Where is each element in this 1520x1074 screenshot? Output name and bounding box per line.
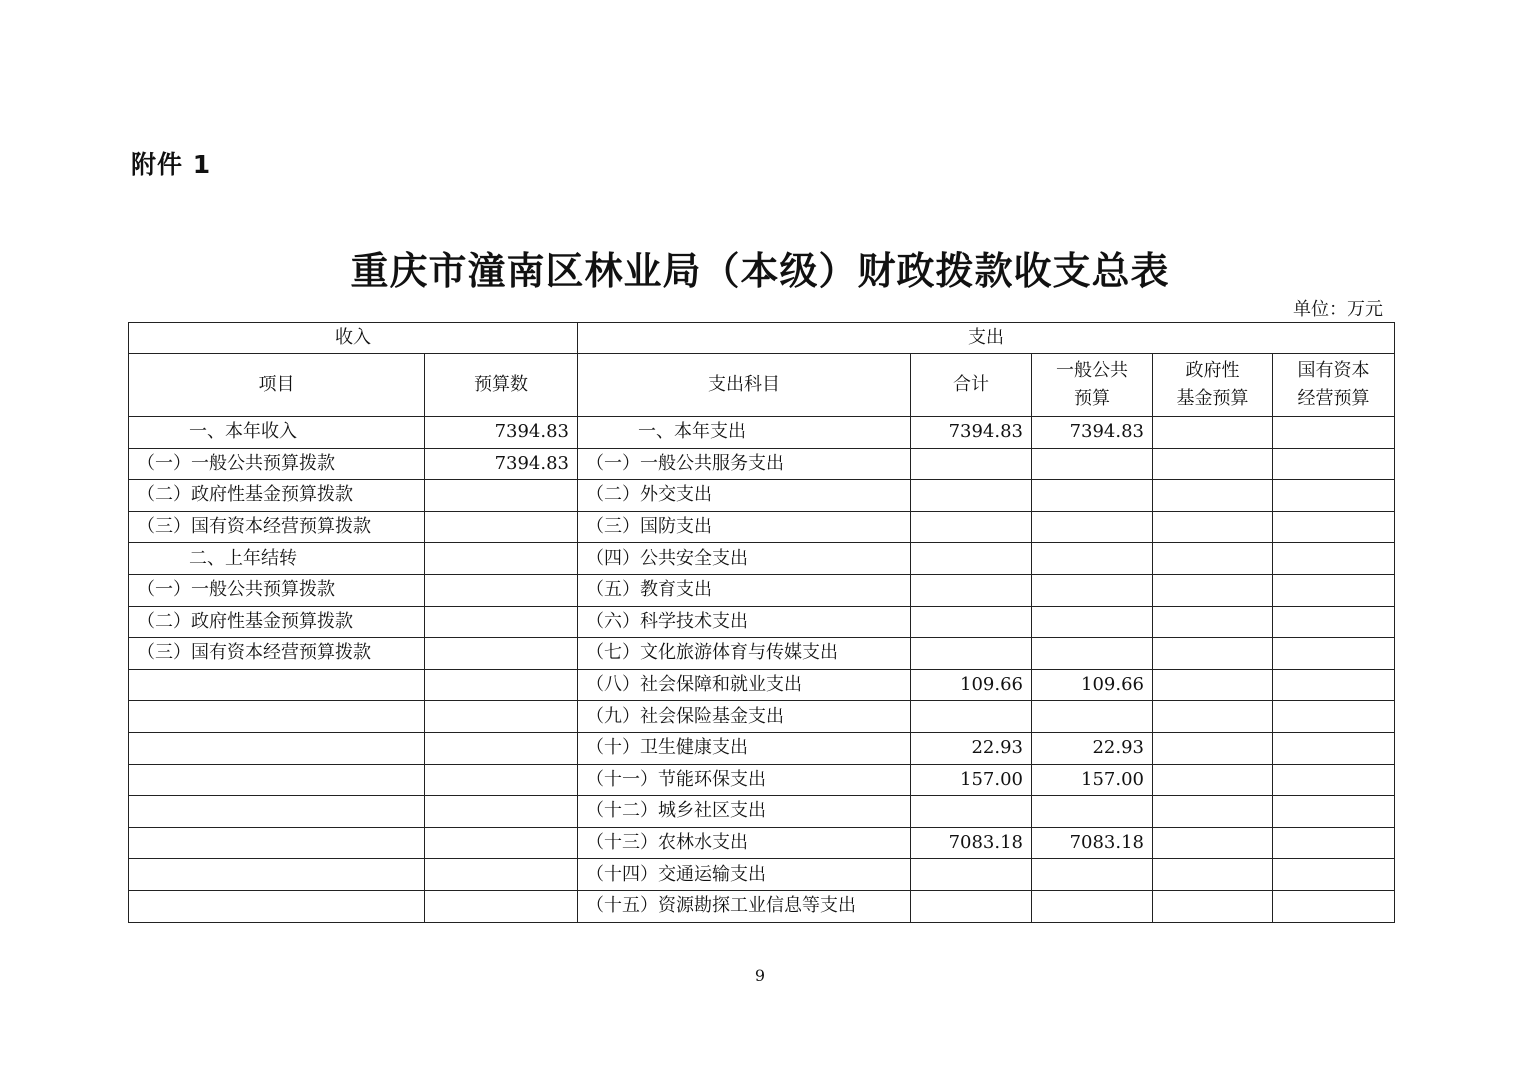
income-item-cell	[129, 796, 425, 828]
general-public-cell	[1032, 511, 1153, 543]
income-item-cell	[129, 764, 425, 796]
general-public-cell	[1032, 574, 1153, 606]
general-public-cell	[1032, 890, 1153, 922]
general-public-header-line1: 一般公共	[1056, 360, 1128, 381]
total-cell: 157.00	[911, 764, 1032, 796]
general-public-cell	[1032, 638, 1153, 670]
income-item-cell	[129, 827, 425, 859]
table-row	[129, 764, 1395, 796]
general-public-cell: 7083.18	[1032, 827, 1153, 859]
total-cell	[911, 701, 1032, 733]
table-row	[129, 574, 1395, 606]
gov-fund-cell	[1153, 606, 1273, 638]
total-cell	[911, 638, 1032, 670]
gov-fund-header-line2: 基金预算	[1176, 388, 1249, 409]
state-capital-cell	[1273, 732, 1395, 764]
total-cell: 109.66	[911, 669, 1032, 701]
income-amount-cell	[425, 543, 578, 575]
table-row	[129, 701, 1395, 733]
general-public-cell	[1032, 480, 1153, 512]
state-capital-cell	[1273, 701, 1395, 733]
gov-fund-cell	[1153, 638, 1273, 670]
income-amount-cell: 7394.83	[425, 417, 578, 449]
state-capital-cell	[1273, 827, 1395, 859]
general-public-cell	[1032, 796, 1153, 828]
gov-fund-header	[1153, 354, 1273, 417]
expense-item-cell: （五）教育支出	[578, 574, 911, 606]
income-item-cell: （二）政府性基金预算拨款	[129, 606, 425, 638]
gov-fund-cell	[1153, 480, 1273, 512]
general-public-cell	[1032, 859, 1153, 891]
column-header-row	[129, 354, 1395, 417]
gov-fund-cell	[1153, 890, 1273, 922]
expense-item-cell: （二）外交支出	[578, 480, 911, 512]
expense-item-cell: （十）卫生健康支出	[578, 732, 911, 764]
gov-fund-cell	[1153, 669, 1273, 701]
table-row	[129, 448, 1395, 480]
state-capital-cell	[1273, 574, 1395, 606]
state-capital-cell	[1273, 511, 1395, 543]
state-capital-header-line1: 国有资本	[1297, 360, 1370, 381]
state-capital-cell	[1273, 638, 1395, 670]
income-amount-cell	[425, 606, 578, 638]
budget-amount-header: 预算数	[425, 354, 578, 417]
income-amount-cell	[425, 669, 578, 701]
gov-fund-cell	[1153, 448, 1273, 480]
unit-label: 单位：万元	[1293, 299, 1383, 320]
income-item-cell: （二）政府性基金预算拨款	[129, 480, 425, 512]
gov-fund-cell	[1153, 574, 1273, 606]
income-group-header: 收入	[129, 323, 578, 354]
expense-item-cell: （六）科学技术支出	[578, 606, 911, 638]
state-capital-cell	[1273, 890, 1395, 922]
income-item-cell	[129, 890, 425, 922]
page-title: 重庆市潼南区林业局（本级）财政拨款收支总表	[350, 248, 1170, 293]
general-public-cell	[1032, 543, 1153, 575]
total-cell	[911, 480, 1032, 512]
gov-fund-cell	[1153, 417, 1273, 449]
expense-item-cell: （八）社会保障和就业支出	[578, 669, 911, 701]
group-header-row	[129, 323, 1395, 354]
expense-item-cell: （十五）资源勘探工业信息等支出	[578, 890, 911, 922]
income-amount-cell	[425, 701, 578, 733]
income-amount-cell	[425, 796, 578, 828]
gov-fund-cell	[1153, 796, 1273, 828]
state-capital-header-line2: 经营预算	[1297, 388, 1370, 409]
expense-item-cell: （七）文化旅游体育与传媒支出	[578, 638, 911, 670]
income-item-cell	[129, 701, 425, 733]
general-public-cell: 22.93	[1032, 732, 1153, 764]
total-cell	[911, 543, 1032, 575]
total-cell: 7083.18	[911, 827, 1032, 859]
general-public-header	[1032, 354, 1153, 417]
total-header: 合计	[911, 354, 1032, 417]
table-row	[129, 827, 1395, 859]
income-amount-cell	[425, 511, 578, 543]
state-capital-cell	[1273, 417, 1395, 449]
expense-item-cell: （九）社会保险基金支出	[578, 701, 911, 733]
table-row	[129, 796, 1395, 828]
income-amount-cell: 7394.83	[425, 448, 578, 480]
table-row	[129, 417, 1395, 449]
expense-subject-header: 支出科目	[578, 354, 911, 417]
general-public-cell: 109.66	[1032, 669, 1153, 701]
gov-fund-cell	[1153, 859, 1273, 891]
income-amount-cell	[425, 890, 578, 922]
table-row	[129, 480, 1395, 512]
state-capital-cell	[1273, 480, 1395, 512]
income-amount-cell	[425, 638, 578, 670]
total-cell	[911, 448, 1032, 480]
income-item-cell	[129, 669, 425, 701]
table-row	[129, 732, 1395, 764]
state-capital-cell	[1273, 448, 1395, 480]
gov-fund-cell	[1153, 764, 1273, 796]
state-capital-header	[1273, 354, 1395, 417]
income-item-cell: （一）一般公共预算拨款	[129, 448, 425, 480]
income-amount-cell	[425, 732, 578, 764]
expense-item-cell: 一、本年支出	[578, 417, 911, 449]
income-item-cell: 一、本年收入	[129, 417, 425, 449]
income-item-cell: （三）国有资本经营预算拨款	[129, 511, 425, 543]
table-row	[129, 890, 1395, 922]
general-public-header-line2: 预算	[1074, 388, 1110, 409]
attachment-label: 附件 1	[131, 150, 212, 179]
state-capital-cell	[1273, 606, 1395, 638]
total-cell	[911, 606, 1032, 638]
table-row	[129, 543, 1395, 575]
expense-item-cell: （十四）交通运输支出	[578, 859, 911, 891]
expense-group-header: 支出	[578, 323, 1395, 354]
expense-item-cell: （十三）农林水支出	[578, 827, 911, 859]
total-cell	[911, 511, 1032, 543]
income-amount-cell	[425, 764, 578, 796]
table-row	[129, 859, 1395, 891]
table-row	[129, 511, 1395, 543]
income-amount-cell	[425, 859, 578, 891]
gov-fund-cell	[1153, 701, 1273, 733]
expense-item-cell: （四）公共安全支出	[578, 543, 911, 575]
gov-fund-cell	[1153, 732, 1273, 764]
state-capital-cell	[1273, 796, 1395, 828]
expense-item-cell: （三）国防支出	[578, 511, 911, 543]
gov-fund-cell	[1153, 543, 1273, 575]
general-public-cell	[1032, 606, 1153, 638]
general-public-cell: 157.00	[1032, 764, 1153, 796]
total-cell	[911, 796, 1032, 828]
total-cell: 22.93	[911, 732, 1032, 764]
income-amount-cell	[425, 574, 578, 606]
income-item-cell: 二、上年结转	[129, 543, 425, 575]
total-cell: 7394.83	[911, 417, 1032, 449]
expense-item-cell: （一）一般公共服务支出	[578, 448, 911, 480]
state-capital-cell	[1273, 764, 1395, 796]
table-row	[129, 606, 1395, 638]
gov-fund-cell	[1153, 511, 1273, 543]
total-cell	[911, 890, 1032, 922]
state-capital-cell	[1273, 669, 1395, 701]
table-row	[129, 638, 1395, 670]
page-number: 9	[754, 966, 766, 985]
state-capital-cell	[1273, 543, 1395, 575]
general-public-cell: 7394.83	[1032, 417, 1153, 449]
total-cell	[911, 574, 1032, 606]
table-row	[129, 669, 1395, 701]
total-cell	[911, 859, 1032, 891]
income-amount-cell	[425, 827, 578, 859]
gov-fund-cell	[1153, 827, 1273, 859]
income-item-cell	[129, 859, 425, 891]
budget-table	[128, 322, 1395, 923]
state-capital-cell	[1273, 859, 1395, 891]
income-item-cell: （三）国有资本经营预算拨款	[129, 638, 425, 670]
income-amount-cell	[425, 480, 578, 512]
general-public-cell	[1032, 448, 1153, 480]
income-item-cell	[129, 732, 425, 764]
expense-item-cell: （十二）城乡社区支出	[578, 796, 911, 828]
expense-item-cell: （十一）节能环保支出	[578, 764, 911, 796]
gov-fund-header-line1: 政府性	[1185, 360, 1240, 381]
income-item-cell: （一）一般公共预算拨款	[129, 574, 425, 606]
general-public-cell	[1032, 701, 1153, 733]
item-header: 项目	[129, 354, 425, 417]
